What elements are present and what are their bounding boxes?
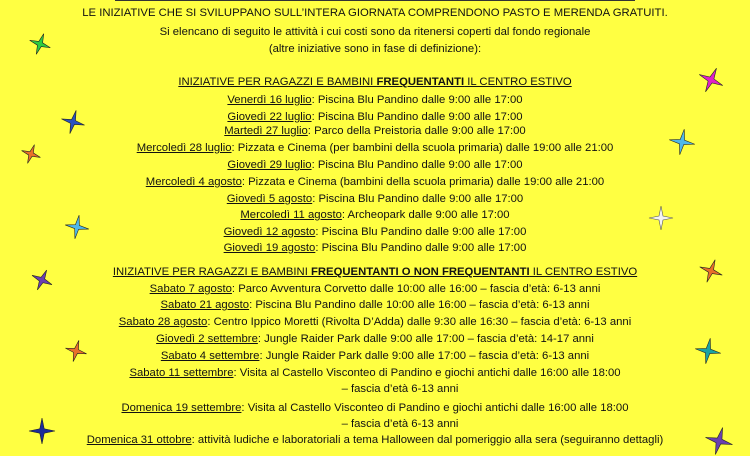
star-icon (28, 32, 52, 56)
list-item (0, 315, 750, 329)
item-text: : Pizzata e Cinema (bambini della scuola primaria) dalle 19:00 alle 21:00 (241, 176, 605, 188)
list-item (0, 192, 750, 206)
star-icon (60, 109, 86, 135)
item-day: Sabato 21 agosto (160, 299, 250, 311)
star-icon (648, 205, 674, 231)
item-text: : Piscina Blu Pandino dalle 10:00 alle 16:00 – fascia d’età: 6-13 anni (249, 299, 590, 311)
star-icon (30, 268, 54, 292)
list-item (0, 401, 750, 415)
item-text: : Archeopark dalle 9:00 alle 17:00 (341, 209, 510, 221)
item-day: Giovedì 12 agosto (223, 226, 316, 238)
section2-heading-pre: INIZIATIVE PER RAGAZZI E BAMBINI (112, 266, 311, 278)
star-icon (64, 339, 88, 363)
item-text: : Piscina Blu Pandino dalle 9:00 alle 17:00 (315, 226, 527, 238)
item-text: – fascia d’età 6-13 anni (341, 418, 459, 430)
item-text: : Parco della Preistoria dalle 9:00 alle 17:00 (307, 125, 526, 137)
star-icon (28, 417, 56, 445)
list-item (0, 282, 750, 296)
list-item (0, 175, 750, 189)
list-item (0, 141, 750, 155)
item-day: Sabato 11 settembre (129, 367, 234, 379)
item-day: Sabato 7 agosto (149, 283, 232, 295)
item-text: : Visita al Castello Visconteo di Pandino e giochi antichi dalle 16:00 alle 18:00 (233, 367, 621, 379)
item-text: : Parco Avventura Corvetto dalle 10:00 alle 16:00 – fascia d’età: 6-13 anni (231, 283, 601, 295)
list-item (0, 366, 750, 380)
intro-line-2: Si elencano di seguito le attività i cui costi sono da ritenersi coperti dal fondo regionale (159, 26, 591, 38)
list-item (0, 298, 750, 312)
item-text: : attività ludiche e laboratoriali a tema Halloween dal pomeriggio alla sera (seguiranno dettagli) (191, 434, 664, 446)
item-text: : Piscina Blu Pandino dalle 9:00 alle 17:00 (315, 242, 527, 254)
item-day: Giovedì 19 agosto (223, 242, 316, 254)
item-text: : Jungle Raider Park dalle 9:00 alle 17:00 – fascia d’età: 14-17 anni (257, 333, 594, 345)
item-day: Domenica 31 ottobre (86, 434, 192, 446)
item-day: Giovedì 22 luglio (227, 111, 312, 123)
item-day: Sabato 28 agosto (118, 316, 208, 328)
star-icon (698, 258, 724, 284)
star-icon (64, 214, 90, 240)
section2-heading-bold: FREQUENTANTI O NON FREQUENTANTI (311, 266, 530, 278)
cut-off-top-line (0, 0, 750, 5)
star-icon (694, 337, 722, 365)
section2-heading (0, 265, 750, 279)
star-icon (20, 143, 42, 165)
list-item (0, 332, 750, 346)
item-day: Giovedì 5 agosto (226, 193, 313, 205)
item-day: Mercoledì 28 luglio (136, 142, 232, 154)
item-day: Mercoledì 11 agosto (240, 209, 342, 221)
section1-heading (0, 75, 750, 89)
list-item (0, 225, 750, 239)
item-day: Giovedì 2 settembre (156, 333, 258, 345)
list-item-continuation (0, 417, 750, 431)
item-text: : Piscina Blu Pandino dalle 9:00 alle 17:00 (311, 159, 523, 171)
star-icon (704, 426, 734, 456)
item-text: – fascia d’età 6-13 anni (341, 383, 459, 395)
list-item-continuation (0, 382, 750, 396)
item-text: : Visita al Castello Visconteo di Pandino e giochi antichi dalle 16:00 alle 18:00 (241, 402, 629, 414)
list-item (0, 93, 750, 107)
item-day: Domenica 19 settembre (121, 402, 242, 414)
item-text: : Pizzata e Cinema (per bambini della scuola primaria) dalle 19:00 alle 21:00 (231, 142, 614, 154)
list-item (0, 124, 750, 138)
section1-heading-bold: FREQUENTANTI (376, 76, 465, 88)
star-icon (668, 128, 696, 156)
item-text: : Jungle Raider Park dalle 9:00 alle 17:00 – fascia d’età: 6-13 anni (259, 350, 590, 362)
item-day: Martedì 27 luglio (224, 125, 308, 137)
item-day: Sabato 4 settembre (160, 350, 260, 362)
item-day: Giovedì 29 luglio (227, 159, 312, 171)
list-item (0, 349, 750, 363)
section1-heading-post: IL CENTRO ESTIVO (464, 76, 572, 88)
intro-line-1: LE INIZIATIVE CHE SI SVILUPPANO SULL’INTERA GIORNATA COMPRENDONO PASTO E MERENDA GRATUITI. (82, 7, 668, 19)
section2-heading-post: IL CENTRO ESTIVO (529, 266, 638, 278)
item-day: Venerdì 16 luglio (227, 94, 312, 106)
list-item (0, 433, 750, 447)
item-text: : Piscina Blu Pandino dalle 9:00 alle 17:00 (311, 94, 523, 106)
item-text: : Centro Ippico Moretti (Rivolta D’Adda) dalle 9:30 alle 16:30 – fascia d’età: 6-13 anni (207, 316, 632, 328)
list-item (0, 158, 750, 172)
list-item (0, 110, 750, 124)
star-icon (697, 66, 725, 94)
item-text: : Piscina Blu Pandino dalle 9:00 alle 17:00 (312, 193, 524, 205)
item-text: : Piscina Blu Pandino dalle 9:00 alle 17:00 (311, 111, 523, 123)
list-item (0, 208, 750, 222)
section1-heading-pre: INIZIATIVE PER RAGAZZI E BAMBINI (178, 76, 377, 88)
list-item (0, 241, 750, 255)
item-day: Mercoledì 4 agosto (145, 176, 242, 188)
intro-line-3: (altre iniziative sono in fase di definizione): (268, 43, 482, 55)
